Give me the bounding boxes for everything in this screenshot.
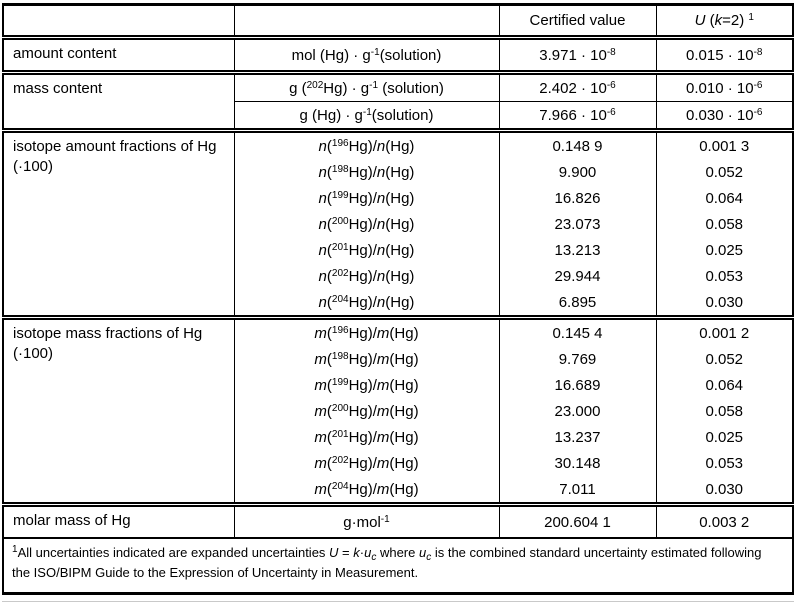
certified-value-cell: 13.237 bbox=[499, 424, 656, 450]
uncertainty-cell: 0.052 bbox=[656, 159, 793, 185]
certified-value-cell: 30.148 bbox=[499, 450, 656, 476]
certified-value-cell: 13.213 bbox=[499, 237, 656, 263]
unit-cell: n($^{198}$Hg)/n(Hg) bbox=[234, 159, 499, 185]
unit-cell: m($^{196}$Hg)/m(Hg) bbox=[234, 318, 499, 347]
table-row bbox=[3, 318, 793, 347]
unit-cell: n($^{202}$Hg)/n(Hg) bbox=[234, 263, 499, 289]
certified-value-cell: 0.145 4 bbox=[499, 318, 656, 347]
certified-value-cell: $3.971 \cdot 10^{-8}$ bbox=[499, 38, 656, 73]
header-row bbox=[3, 5, 793, 38]
uncertainty-cell: 0.058 bbox=[656, 211, 793, 237]
row-label-text: mass content bbox=[13, 80, 103, 97]
certified-value-cell: 7.011 bbox=[499, 476, 656, 505]
row-label-text: amount content bbox=[13, 45, 117, 62]
unit-cell: n($^{201}$Hg)/n(Hg) bbox=[234, 237, 499, 263]
uncertainty-cell: 0.001 3 bbox=[656, 131, 793, 160]
unit-cell: g $(Hg) \cdot g^{-1}(solution)$ bbox=[234, 102, 499, 131]
header-certified-value: Certified value bbox=[499, 5, 656, 38]
header-uncertainty: U (k=2) $^1$ bbox=[656, 5, 793, 38]
uncertainty-cell: 0.053 bbox=[656, 263, 793, 289]
unit-cell: mol $(Hg) \cdot g^{-1}(solution)$ bbox=[234, 38, 499, 73]
uncertainty-cell: $0.015 \cdot 10^{-8}$ bbox=[656, 38, 793, 73]
unit-cell: n($^{204}$Hg)/n(Hg) bbox=[234, 289, 499, 318]
certified-value-cell: 29.944 bbox=[499, 263, 656, 289]
uncertainty-cell: 0.052 bbox=[656, 346, 793, 372]
certified-value-cell: 0.148 9 bbox=[499, 131, 656, 160]
uncertainty-cell: 0.030 bbox=[656, 289, 793, 318]
uncertainty-cell: $0.010 \cdot 10^{-6}$ bbox=[656, 73, 793, 102]
unit-cell: g·mol$^{-1}$ bbox=[234, 505, 499, 539]
unit-cell: n($^{196}$Hg)/n(Hg) bbox=[234, 131, 499, 160]
table-row bbox=[3, 73, 793, 102]
uncertainty-cell: 0.025 bbox=[656, 237, 793, 263]
row-label bbox=[3, 73, 234, 131]
uncertainty-cell: 0.053 bbox=[656, 450, 793, 476]
row-label-text: isotope mass fractions of Hg bbox=[13, 325, 203, 342]
certified-value-cell: 6.895 bbox=[499, 289, 656, 318]
unit-cell: m($^{202}$Hg)/m(Hg) bbox=[234, 450, 499, 476]
table-row bbox=[3, 131, 793, 160]
table-row bbox=[3, 505, 793, 539]
unit-cell: g $(^{202}Hg) \cdot g^{-1}$ (solution) bbox=[234, 73, 499, 102]
uncertainty-cell: 0.030 bbox=[656, 476, 793, 505]
unit-cell: m($^{201}$Hg)/m(Hg) bbox=[234, 424, 499, 450]
unit-cell: n($^{199}$Hg)/n(Hg) bbox=[234, 185, 499, 211]
row-label-text: isotope amount fractions of Hg bbox=[13, 138, 217, 155]
footnote-text: $^1$All uncertainties indicated are expanded uncertainties $U = k\cdot u_c$ where $u_c$ is the combined standard uncertainty estimated following the ISO/BIPM Guide to the Expression of Uncertainty in Measurement. bbox=[3, 538, 793, 594]
certified-value-cell: $2.402 \cdot 10^{-6}$ bbox=[499, 73, 656, 102]
row-label bbox=[3, 131, 234, 318]
uncertainty-cell: 0.064 bbox=[656, 372, 793, 398]
uncertainty-cell: 0.001 2 bbox=[656, 318, 793, 347]
row-label-multiplier: (·100) bbox=[13, 345, 54, 363]
certified-value-cell: 23.073 bbox=[499, 211, 656, 237]
certified-value-cell: 200.604 1 bbox=[499, 505, 656, 539]
uncertainty-cell: 0.064 bbox=[656, 185, 793, 211]
row-label bbox=[3, 38, 234, 73]
certified-values-table bbox=[2, 3, 794, 595]
uncertainty-cell: 0.025 bbox=[656, 424, 793, 450]
footnote-row bbox=[3, 538, 793, 594]
uncertainty-cell: $0.030 \cdot 10^{-6}$ bbox=[656, 102, 793, 131]
row-label-multiplier: (·100) bbox=[13, 158, 54, 176]
unit-cell: m($^{198}$Hg)/m(Hg) bbox=[234, 346, 499, 372]
row-label bbox=[3, 505, 234, 539]
unit-cell: m($^{200}$Hg)/m(Hg) bbox=[234, 398, 499, 424]
certified-value-cell: 9.900 bbox=[499, 159, 656, 185]
row-label bbox=[3, 318, 234, 505]
certified-value-cell: 23.000 bbox=[499, 398, 656, 424]
certified-value-cell: 16.826 bbox=[499, 185, 656, 211]
certified-value-cell: 9.769 bbox=[499, 346, 656, 372]
unit-cell: n($^{200}$Hg)/n(Hg) bbox=[234, 211, 499, 237]
uncertainty-cell: 0.003 2 bbox=[656, 505, 793, 539]
header-quantity-empty bbox=[3, 5, 234, 38]
certified-value-cell: 16.689 bbox=[499, 372, 656, 398]
certified-value-cell: $7.966 \cdot 10^{-6}$ bbox=[499, 102, 656, 131]
row-label-text: molar mass of Hg bbox=[13, 512, 131, 529]
table-row bbox=[3, 38, 793, 73]
header-unit-empty bbox=[234, 5, 499, 38]
unit-cell: m($^{199}$Hg)/m(Hg) bbox=[234, 372, 499, 398]
uncertainty-cell: 0.058 bbox=[656, 398, 793, 424]
table-body bbox=[3, 38, 793, 539]
unit-cell: m($^{204}$Hg)/m(Hg) bbox=[234, 476, 499, 505]
